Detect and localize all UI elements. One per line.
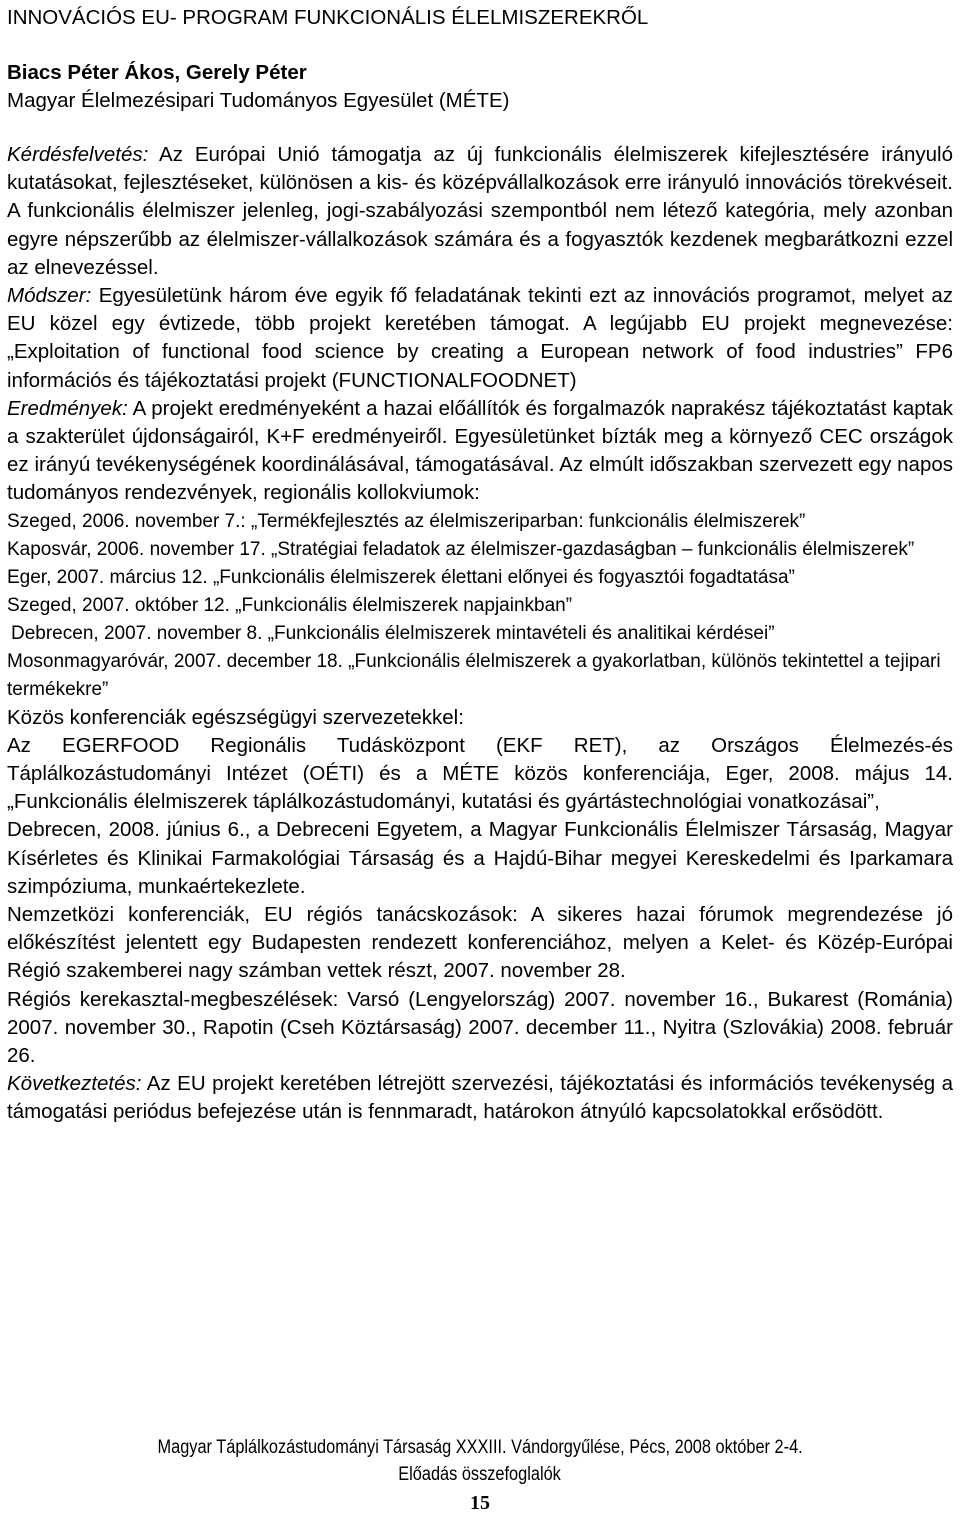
- question-paragraph: [7, 141, 953, 282]
- footer-conference-line: Magyar Táplálkozástudományi Társaság XXXIII. Vándorgyűlése, Pécs, 2008 október 2-4.: [157, 1437, 803, 1458]
- method-text: Egyesületünk három éve egyik fő feladatának tekinti ezt az innovációs programot, melyet az EU közel egy évtizede, több projekt keretében támogat. A legújabb EU projekt megnevezése: „Exploitation of functional food science by creating a European network of food industries” FP6 információs és tájékoztatási projekt (FUNCTIONALFOODNET): [7, 284, 953, 392]
- international-conferences: Nemzetközi konferenciák, EU régiós tanácskozások: A sikeres hazai fórumok megrendezése jó előkészítést jelentett egy Budapesten rendezett konferenciához, melyen a Kelet- és Közép-Európai Régió szakemberei nagy számban vettek részt, 2007. november 28.: [7, 903, 953, 983]
- event-item: Eger, 2007. március 12. „Funkcionális élelmiszerek élettani előnyei és fogyasztói fogadtatása”: [7, 566, 795, 588]
- method-label: Módszer:: [7, 284, 92, 308]
- event-item: Kaposvár, 2006. november 17. „Stratégiai feladatok az élelmiszer-gazdaságban – funkcionális élelmiszerek”: [7, 538, 915, 560]
- event-list: [7, 508, 953, 704]
- question-label: Kérdésfelvetés:: [7, 143, 149, 166]
- document-title: INNOVÁCIÓS EU- PROGRAM FUNKCIONÁLIS ÉLELMISZEREKRŐL: [7, 6, 649, 29]
- conclusion-label: Következtetés:: [7, 1072, 142, 1096]
- method-paragraph: [7, 282, 953, 395]
- footer-abstracts-line: Előadás összefoglalók: [398, 1464, 562, 1485]
- results-text: A projekt eredményeként a hazai előállítók és forgalmazók naprakész tájékoztatást kaptak a szakterület újdonságairól, K+F eredményeiről. Egyesületünket bízták meg a környező CEC országok ez irányú tevékenységének koordinálásával, támogatásával. Az elmúlt időszakban szervezett egy napos tudományos rendezvények, regionális kollokviumok:: [7, 396, 953, 505]
- page-number: 15: [470, 1492, 490, 1514]
- joint-conference-1: Az EGERFOOD Regionális Tudásközpont (EKF RET), az Országos Élelmezés-és Táplálkozástudományi Intézet (OÉTI) és a MÉTE közös konferenciája, Eger, 2008. május 14. „Funkcionális élelmiszerek táplálkozástudományi, kutatási és gyártástechnológiai vonatkozásai”,: [7, 733, 953, 814]
- conclusion-paragraph: [7, 1070, 953, 1126]
- event-item: Mosonmagyaróvár, 2007. december 18. „Funkcionális élelmiszerek a gyakorlatban, különös tekintettel a tejipari termékekre”: [7, 650, 941, 700]
- joint-conference-2: Debrecen, 2008. június 6., a Debreceni Egyetem, a Magyar Funkcionális Élelmiszer Társaság, Magyar Kísérletes és Klinikai Farmakológiai Társaság és a Hajdú-Bihar megyei Kereskedelmi és Iparkamara szimpóziuma, munkaértekezlete.: [7, 818, 953, 898]
- authors: Biacs Péter Ákos, Gerely Péter: [7, 61, 307, 84]
- conclusion-text: Az EU projekt keretében létrejött szervezési, tájékoztatási és információs tevékenység a támogatási periódus befejezése után is fennmaradt, határokon átnyúló kapcsolatokkal erősödött.: [7, 1072, 953, 1124]
- regional-roundtables: Régiós kerekasztal-megbeszélések: Varsó (Lengyelország) 2007. november 16., Bukarest (Románia) 2007. november 30., Rapotin (Cseh Köztársaság) 2007. december 11., Nyitra (Szlovákia) 2008. február 26.: [7, 987, 953, 1068]
- page-footer: [0, 1434, 960, 1488]
- event-item: Szeged, 2006. november 7.: „Termékfejlesztés az élelmiszeriparban: funkcionális élelmiszerek”: [7, 510, 806, 532]
- results-paragraph: [7, 395, 953, 508]
- joint-conferences-heading: Közös konferenciák egészségügyi szervezetekkel:: [7, 705, 464, 729]
- results-label: Eredmények:: [7, 396, 128, 420]
- event-item: Szeged, 2007. október 12. „Funkcionális élelmiszerek napjainkban”: [7, 594, 573, 616]
- question-text: Az Európai Unió támogatja az új funkcionális élelmiszerek kifejlesztésére irányuló kutatásokat, fejlesztéseket, különösen a kis- és középvállalkozások erre irányuló innovációs törekvéseit. A funkcionális élelmiszer jelenleg, jogi-szabályozási szempontból nem létező kategória, mely azonban egyre népszerűbb az élelmiszer-vállalkozások számára és a fogyasztók kezdenek megbarátkozni ezzel az elnevezéssel.: [7, 143, 953, 279]
- event-item: Debrecen, 2007. november 8. „Funkcionális élelmiszerek mintavételi és analitikai kérdései”: [11, 622, 775, 644]
- affiliation: Magyar Élelmezésipari Tudományos Egyesület (MÉTE): [7, 89, 510, 112]
